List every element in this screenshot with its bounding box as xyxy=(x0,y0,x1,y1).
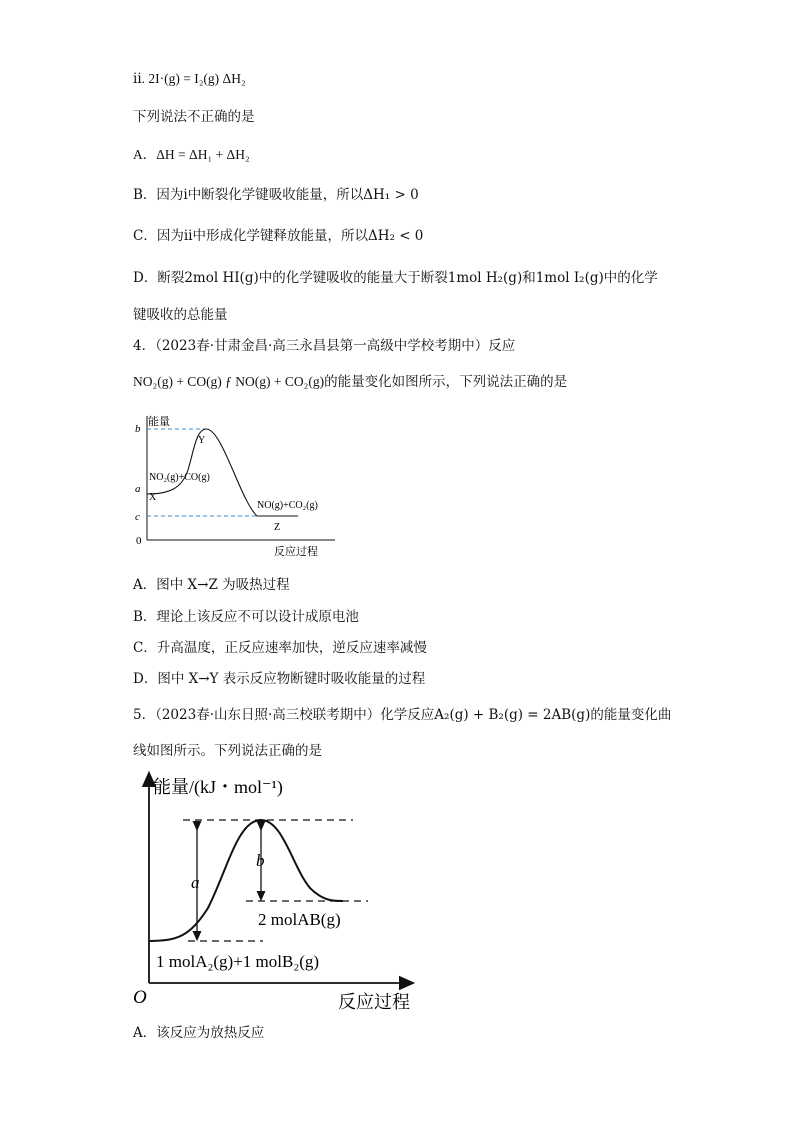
y-axis-label-2: 能量/(kJ・mol⁻¹) xyxy=(153,777,283,797)
point-y-label: Y xyxy=(198,435,206,446)
point-z-label: Z xyxy=(274,522,281,533)
x-axis-label: 反应过程 xyxy=(274,546,318,558)
tick-b: b xyxy=(135,423,141,435)
option-d-continued: 键吸收的总能量 xyxy=(133,307,228,323)
question-4-title: 4．（2023春·甘肃金昌·高三永昌县第一高级中学校考期中）反应 xyxy=(133,338,516,354)
question-5-title: 5．（2023春·山东日照·高三校联考期中）化学反应A₂(g) + B₂(g) = 2AB(g)的能量变化曲 xyxy=(133,707,672,723)
question-4-reaction: NO₂(g) + CO(g) ƒ NO(g) + CO₂(g)的能量变化如图所示，下列说法正确的是 xyxy=(133,374,568,389)
question-5-title-continued: 线如图所示。下列说法正确的是 xyxy=(133,743,322,759)
reactants-label: NO₂(g)+CO(g) xyxy=(149,472,210,483)
origin-label: 0 xyxy=(136,535,142,547)
q4-option-d: D．图中 X→Y 表示反应物断键时吸收能量的过程 xyxy=(133,671,426,687)
option-a: A．ΔH = ΔH₁ + ΔH₂ xyxy=(133,147,250,162)
reactants-label-2: 1 molA₂(g)+1 molB₂(g) xyxy=(156,952,320,971)
tick-a: a xyxy=(135,483,141,495)
q4-option-a: A．图中 X→Z 为吸热过程 xyxy=(133,577,290,593)
products-label-2: 2 molAB(g) xyxy=(258,910,341,929)
option-d: D．断裂2mol HI(g)中的化学键吸收的能量大于断裂1mol H₂(g)和1mol I₂(g)中的化学 xyxy=(133,270,658,286)
x-axis-label-2: 反应过程 xyxy=(338,992,410,1012)
tick-c: c xyxy=(135,511,140,523)
q4-option-c: C．升高温度，正反应速率加快，逆反应速率减慢 xyxy=(133,640,427,656)
origin-label-2: O xyxy=(133,987,147,1008)
label-b: b xyxy=(256,851,265,870)
energy-diagram-1 xyxy=(130,410,360,562)
products-label: NO(g)+CO₂(g) xyxy=(257,500,318,511)
question-prompt: 下列说法不正确的是 xyxy=(133,109,255,125)
option-b: B．因为ⅰ中断裂化学键吸收能量，所以ΔH₁ > 0 xyxy=(133,187,419,203)
option-c: C．因为ⅱ中形成化学键释放能量，所以ΔH₂ < 0 xyxy=(133,228,424,244)
point-x-label: X xyxy=(149,492,157,503)
y-axis-label: 能量 xyxy=(148,416,170,428)
q5-option-a: A．该反应为放热反应 xyxy=(133,1025,265,1041)
line-ii-reaction: ⅱ. 2I·(g) = I₂(g) ΔH₂ xyxy=(133,71,246,86)
energy-diagram-2 xyxy=(128,768,428,1018)
label-a: a xyxy=(191,873,200,892)
q4-option-b: B．理论上该反应不可以设计成原电池 xyxy=(133,609,359,625)
